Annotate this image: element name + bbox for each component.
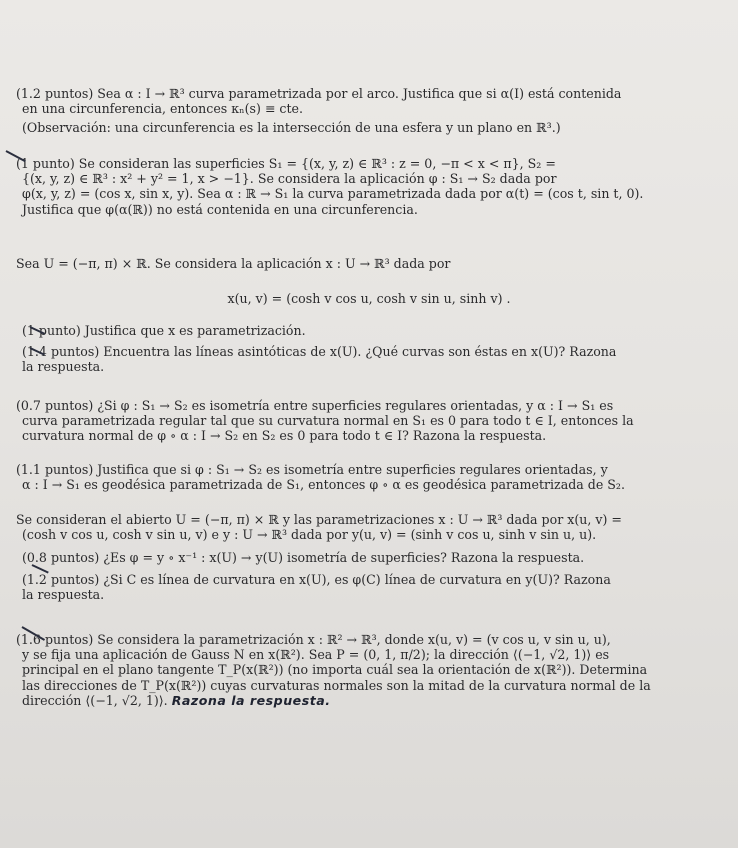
problem-number: [0, 156, 16, 171]
problem-4: [16, 398, 716, 444]
problem-number: [0, 256, 16, 271]
problem-text-line: (Observación: una circunferencia es la intersección de una esfera y un plano en ℝ³.): [22, 120, 561, 136]
problem-text-line: (1 punto) Se consideran las superficies S₁ = {(x, y, z) ∈ ℝ³ : z = 0, −π < x < π}, S₂ =: [16, 156, 556, 171]
part-text-line: la respuesta.: [22, 586, 105, 602]
problem-text-line: {(x, y, z) ∈ ℝ³ : x² + y² = 1, x > −1}. Se considera la aplicación φ : S₁ → S₂ dada por: [22, 171, 557, 187]
part-text-line: la respuesta.: [22, 358, 105, 374]
problem-text-line: (0.7 puntos) ¿Si φ : S₁ → S₂ es isometría entre superficies regulares orientadas, y α : I → S₁ es: [16, 398, 614, 413]
problem-text-line: (1.6 puntos) Se considera la parametrización x : ℝ² → ℝ³, donde x(u, v) = (v cos u, v sin u, u),: [16, 632, 611, 647]
problem-5: [16, 462, 716, 493]
problem-text-line: y se fija una aplicación de Gauss N en x(ℝ²). Sea P = (0, 1, π/2); la dirección ⟨(−1, √2, 1)⟩ es: [22, 647, 610, 663]
problem-text-line: (1.2 puntos) Sea α : I → ℝ³ curva parametrizada por el arco. Justifica que si α(I) está contenida: [16, 86, 622, 101]
problem-2: [16, 156, 716, 217]
problem-text-line: en una circunferencia, entonces κₙ(s) ≡ cte.: [22, 101, 303, 117]
part-text-line: (1 punto) Justifica que x es parametrización.: [22, 323, 306, 339]
part-label: [2, 323, 22, 338]
problem-text-line: α : I → S₁ es geodésica parametrizada de S₁, entonces φ ∘ α es geodésica parametrizada de S₂.: [22, 477, 625, 493]
problem-number: [0, 512, 16, 527]
part-label: [2, 550, 22, 565]
problem-3: [16, 256, 716, 374]
problem-text-line: dirección ⟨(−1, √2, 1)⟩.: [22, 692, 168, 708]
problem-6: [16, 512, 716, 602]
problem-number: [0, 632, 16, 647]
part-label: [2, 344, 22, 359]
problem-text-line: φ(x, y, z) = (cos x, sin x, y). Sea α : ℝ → S₁ la curva parametrizada dada por α(t) = (cos t, sin t, 0).: [22, 186, 644, 202]
part-text-line: (0.8 puntos) ¿Es φ = y ∘ x⁻¹ : x(U) → y(U) isometría de superficies? Razona la respuesta.: [22, 550, 585, 566]
problem-text-line: Sea U = (−π, π) × ℝ. Se considera la aplicación x : U → ℝ³ dada por: [16, 256, 451, 271]
problem-number: [0, 86, 16, 101]
part-text-line: (1.4 puntos) Encuentra las líneas asintóticas de x(U). ¿Qué curvas son éstas en x(U)? Razona: [22, 343, 617, 359]
problem-text-line: (cosh v cos u, cosh v sin u, v) e y : U → ℝ³ dada por y(u, v) = (sinh v cos u, sinh v sin u, u).: [22, 527, 597, 543]
problem-text-line: Se consideran el abierto U = (−π, π) × ℝ y las parametrizaciones x : U → ℝ³ dada por x(u, v) =: [16, 512, 622, 527]
problem-text-line: curvatura normal de φ ∘ α : I → S₂ en S₂ es 0 para todo t ∈ I? Razona la respuesta.: [22, 428, 547, 444]
problem-text-line: principal en el plano tangente T_P(x(ℝ²)) (no importa cuál sea la orientación de x(ℝ²)). Determina: [22, 662, 648, 678]
problem-text-line: curva parametrizada regular tal que su curvatura normal en S₁ es 0 para todo t ∈ I, entonces la: [22, 413, 634, 429]
handwritten-note: Razona la respuesta.: [171, 692, 331, 708]
problem-text-line: Justifica que φ(α(ℝ)) no está contenida en una circunferencia.: [22, 201, 418, 217]
problem-text-line: las direcciones de T_P(x(ℝ²)) cuyas curvaturas normales son la mitad de la curvatura normal de la: [22, 677, 651, 693]
problem-number: [0, 462, 16, 477]
part-text-line: (1.2 puntos) ¿Si C es línea de curvatura en x(U), es φ(C) línea de curvatura en y(U)? Razona: [22, 571, 611, 587]
part-label: [2, 572, 22, 587]
problem-text-line: (1.1 puntos) Justifica que si φ : S₁ → S₂ es isometría entre superficies regulares orientadas, y: [16, 462, 608, 477]
problem-7: [16, 632, 716, 708]
problem-number: [0, 398, 16, 413]
equation: x(u, v) = (cosh v cos u, cosh v sin u, sinh v) .: [227, 291, 511, 307]
problem-1: [16, 86, 716, 136]
